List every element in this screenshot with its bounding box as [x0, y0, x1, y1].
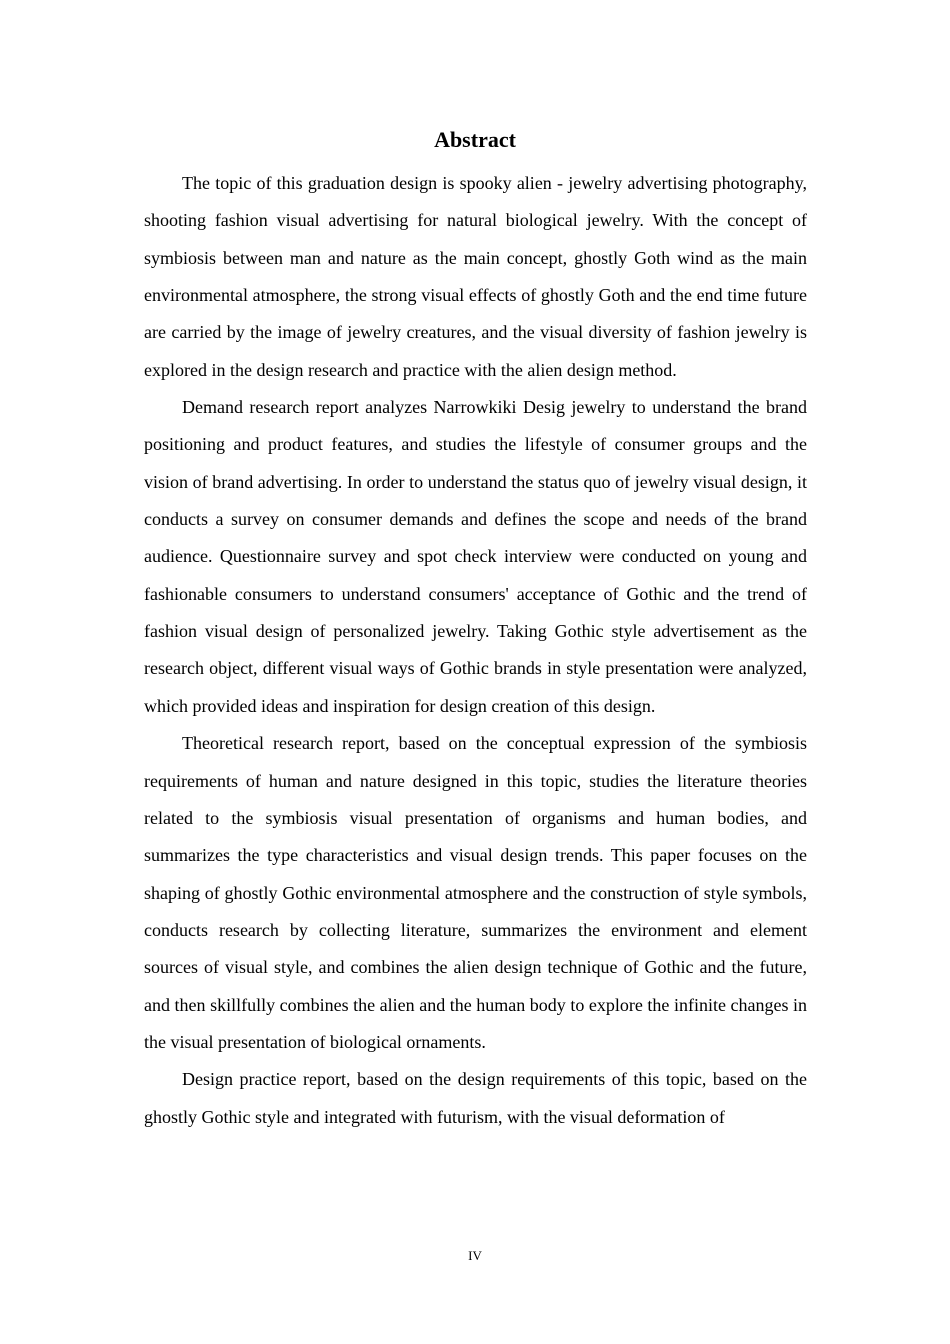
- paragraph-3: Theoretical research report, based on the conceptual expression of the symbiosis requirements of human and nature designed in this topic, studies the literature theories related to the symbiosis visual presentation of organisms and human bodies, and summarizes the type characteristics and visual design trends. This paper focuses on the shaping of ghostly Gothic environmental atmosphere and the construction of style symbols, conducts research by collecting literature, summarizes the environment and element sources of visual style, and combines the alien design technique of Gothic and the future, and then skillfully combines the alien and the human body to explore the infinite changes in the visual presentation of biological ornaments.: [144, 733, 807, 1052]
- page-number: IV: [468, 1248, 482, 1263]
- paragraph-4: Design practice report, based on the design requirements of this topic, based on the ghostly Gothic style and integrated with futurism, with the visual deformation of: [144, 1069, 807, 1127]
- paragraph-2: Demand research report analyzes Narrowkiki Desig jewelry to understand the brand positioning and product features, and studies the lifestyle of consumer groups and the vision of brand advertising. In order to understand the status quo of jewelry visual design, it conducts a survey on consumer demands and defines the scope and needs of the brand audience. Questionnaire survey and spot check interview were conducted on young and fashionable consumers to understand consumers' acceptance of Gothic and the trend of fashion visual design of personalized jewelry. Taking Gothic style advertisement as the research object, different visual ways of Gothic brands in style presentation were analyzed, which provided ideas and inspiration for design creation of this design.: [144, 397, 807, 716]
- abstract-body: [144, 165, 807, 1136]
- page-title: Abstract: [434, 127, 516, 152]
- paragraph-1: The topic of this graduation design is spooky alien - jewelry advertising photography, shooting fashion visual advertising for natural biological jewelry. With the concept of symbiosis between man and nature as the main concept, ghostly Goth wind as the main environmental atmosphere, the strong visual effects of ghostly Goth and the end time future are carried by the image of jewelry creatures, and the visual diversity of fashion jewelry is explored in the design research and practice with the alien design method.: [144, 173, 807, 380]
